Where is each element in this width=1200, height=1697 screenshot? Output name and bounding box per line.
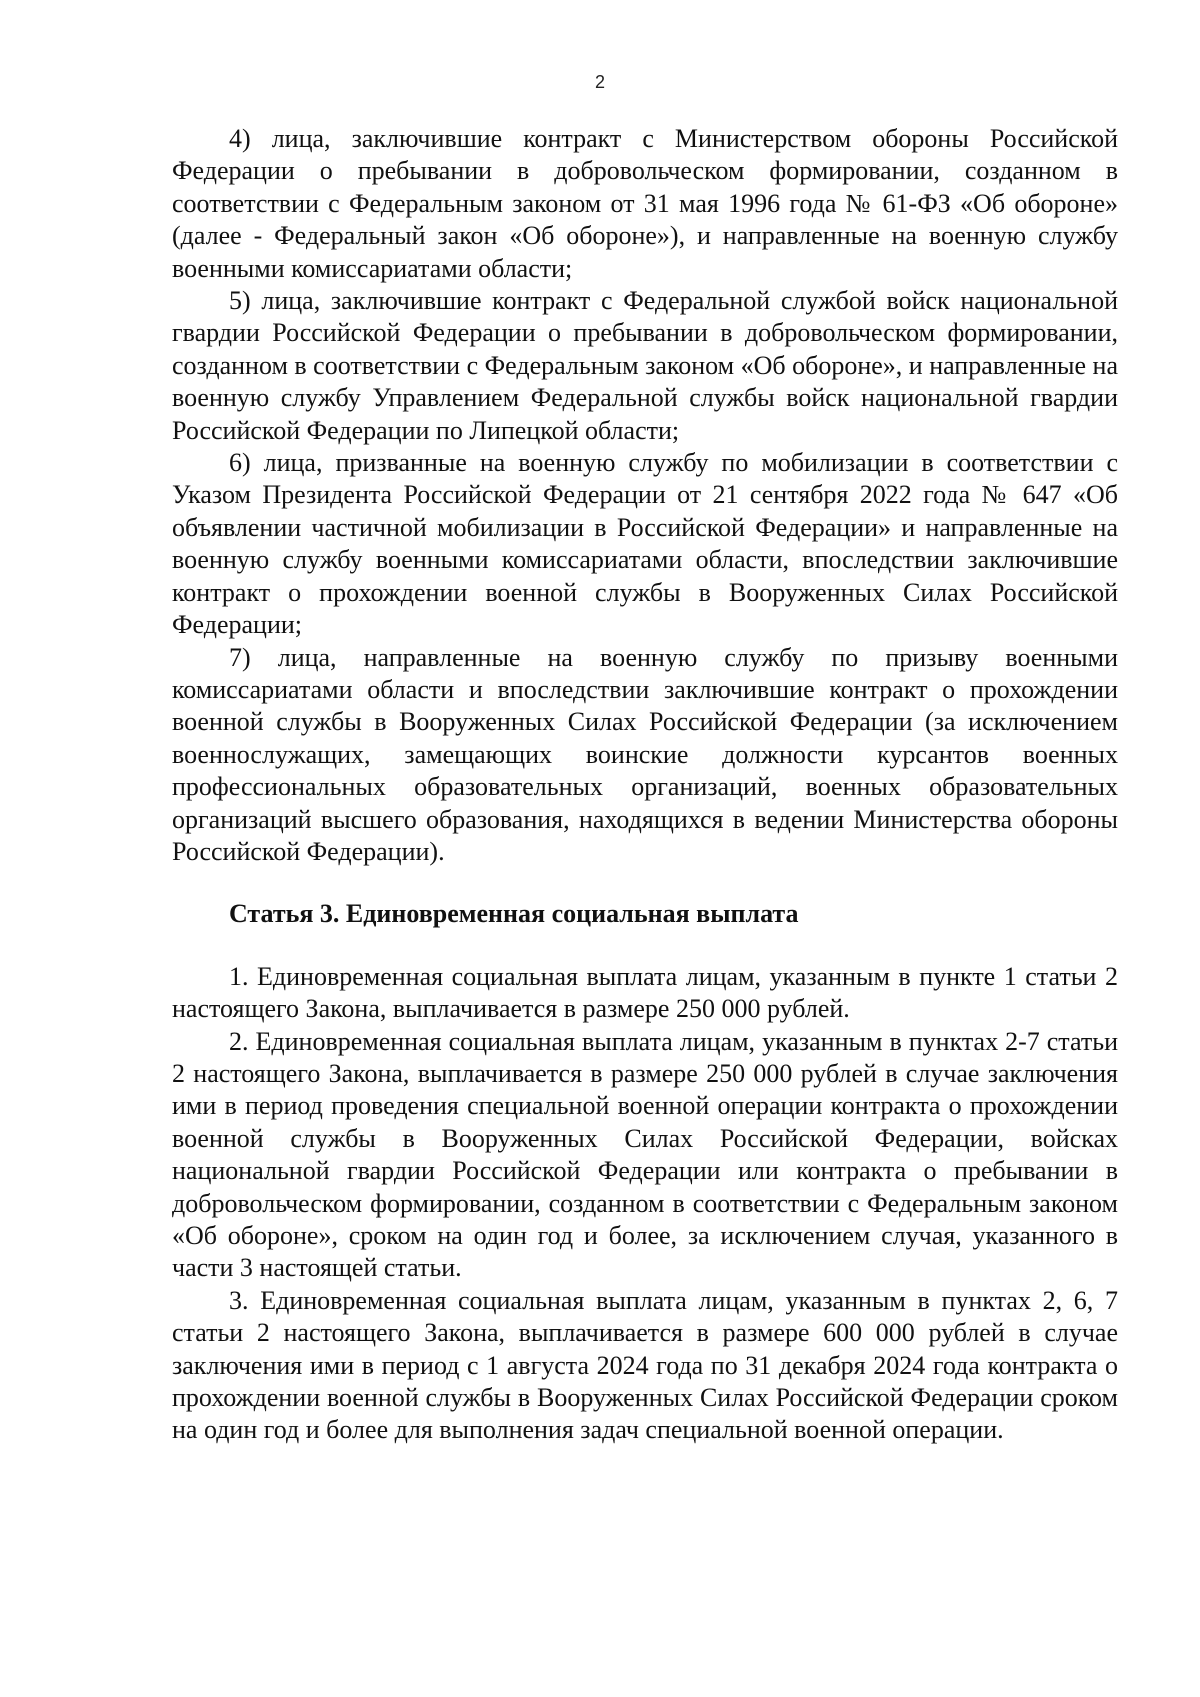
article-clause-2: 2. Единовременная социальная выплата лицам, указанным в пунктах 2-7 статьи 2 настоящего Закона, выплачивается в размере 250 000 рублей в случае заключения ими в период проведения специальной военной операции контракта о прохождении военной службы в Вооруженных Силах Российской Федерации, войсках национальной гвардии Российской Федерации или контракта о пребывании в добровольческом формировании, созданном в соответствии с Федеральным законом «Об обороне», сроком на один год и более, за исключением случая, указанного в части 3 настоящей статьи. — [172, 1026, 1118, 1283]
list-item-4: 4) лица, заключившие контракт с Министерством обороны Российской Федерации о пребывании в добровольческом формировании, созданном в соответствии с Федеральным законом от 31 мая 1996 года № 61-ФЗ «Об обороне» (далее - Федеральный закон «Об обороне»), и направленные на военную службу военными комиссариатами области; — [172, 124, 1118, 283]
document-body — [172, 123, 1118, 1447]
list-item-5: 5) лица, заключившие контракт с Федеральной службой войск национальной гвардии Российской Федерации о пребывании в добровольческом формировании, созданном в соответствии с Федеральным законом «Об обороне», и направленные на военную службу Управлением Федеральной службы войск национальной гвардии Российской Федерации по Липецкой области; — [172, 286, 1118, 445]
article-clause-3: 3. Единовременная социальная выплата лицам, указанным в пунктах 2, 6, 7 статьи 2 настоящего Закона, выплачивается в размере 600 000 рублей в случае заключения ими в период с 1 августа 2024 года по 31 декабря 2024 года контракта о прохождении военной службы в Вооруженных Силах Российской Федерации сроком на один год и более для выполнения задач специальной военной операции. — [172, 1285, 1118, 1445]
list-item-6: 6) лица, призванные на военную службу по мобилизации в соответствии с Указом Президента Российской Федерации от 21 сентября 2022 года № 647 «Об объявлении частичной мобилизации в Российской Федерации» и направленные на военную службу военными комиссариатами области, впоследствии заключившие контракт о прохождении военной службы в Вооруженных Силах Российской Федерации; — [172, 448, 1118, 640]
article-clause-1: 1. Единовременная социальная выплата лицам, указанным в пункте 1 статьи 2 настоящего Закона, выплачивается в размере 250 000 рублей. — [172, 961, 1118, 1024]
article-heading: Статья 3. Единовременная социальная выплата — [229, 899, 799, 929]
page-number: 2 — [594, 72, 605, 92]
list-item-7: 7) лица, направленные на военную службу по призыву военными комиссариатами области и впоследствии заключившие контракт о прохождении военной службы в Вооруженных Силах Российской Федерации (за исключением военнослужащих, замещающих воинские должности курсантов военных профессиональных образовательных организаций, военных образовательных организаций высшего образования, находящихся в ведении Министерства обороны Российской Федерации). — [172, 642, 1118, 866]
